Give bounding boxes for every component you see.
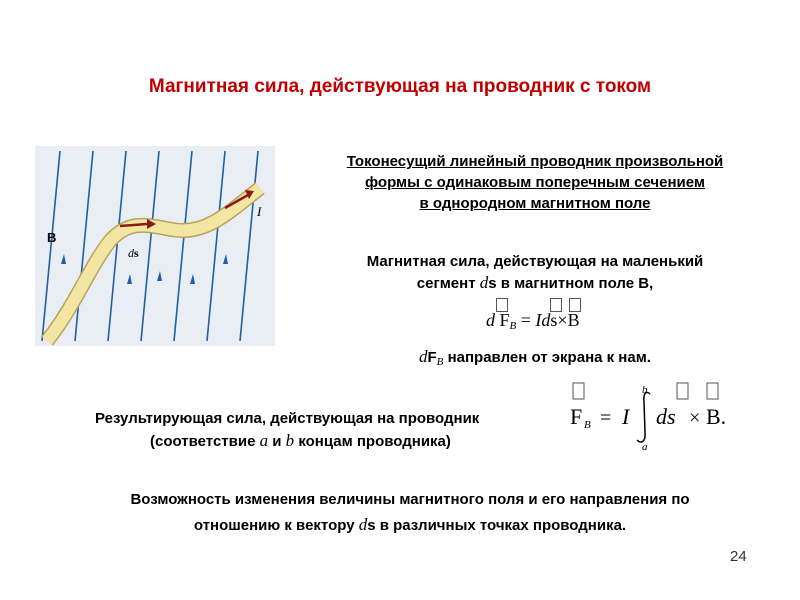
svg-text:B: B xyxy=(584,419,591,431)
force-element-formula: d $F_B = Id$ s× B xyxy=(486,310,580,332)
result-line-1: Результирующая сила, действующая на проводник xyxy=(95,410,480,427)
svg-text:I: I xyxy=(622,404,630,429)
segment-line-2: сегмент ds в магнитном поле B, xyxy=(416,273,654,292)
segment-description xyxy=(300,251,770,294)
svg-text:b: b xyxy=(642,384,648,396)
description-line-1: Токонесущий линейный проводник произвольной xyxy=(346,153,724,170)
svg-text:×: × xyxy=(689,407,701,429)
page-number: 24 xyxy=(730,548,747,565)
note-line-2: отношению к вектору ds в различных точках проводника. xyxy=(193,515,627,534)
description-line-2: формы с одинаковым поперечным сечением xyxy=(365,174,705,191)
svg-text:F: F xyxy=(570,404,583,429)
svg-text:=: = xyxy=(600,407,612,429)
slide-title: Магнитная сила, действующая на проводник с током xyxy=(148,76,652,97)
description-line-3: в однородном магнитном поле xyxy=(419,195,651,212)
result-line-2: (соответствие a и b концам проводника) xyxy=(150,431,451,450)
svg-text:a: a xyxy=(642,441,648,450)
svg-text:ds: ds xyxy=(656,404,676,429)
integral-sign xyxy=(637,392,650,442)
conductor-description xyxy=(300,151,770,214)
label-B: B xyxy=(47,230,57,245)
integral-formula xyxy=(566,380,746,450)
field-variation-note xyxy=(40,487,780,538)
label-ds: ds xyxy=(128,246,139,260)
conductor-figure xyxy=(35,146,275,346)
note-line-1: Возможность изменения величины магнитного поля и его направления по xyxy=(130,491,690,508)
svg-text:B.: B. xyxy=(706,404,727,429)
segment-line-1: Магнитная сила, действующая на маленький xyxy=(366,253,704,270)
force-direction-text: $dF_B$ направлен от экрана к нам. xyxy=(419,347,651,368)
label-I: I xyxy=(257,204,262,219)
